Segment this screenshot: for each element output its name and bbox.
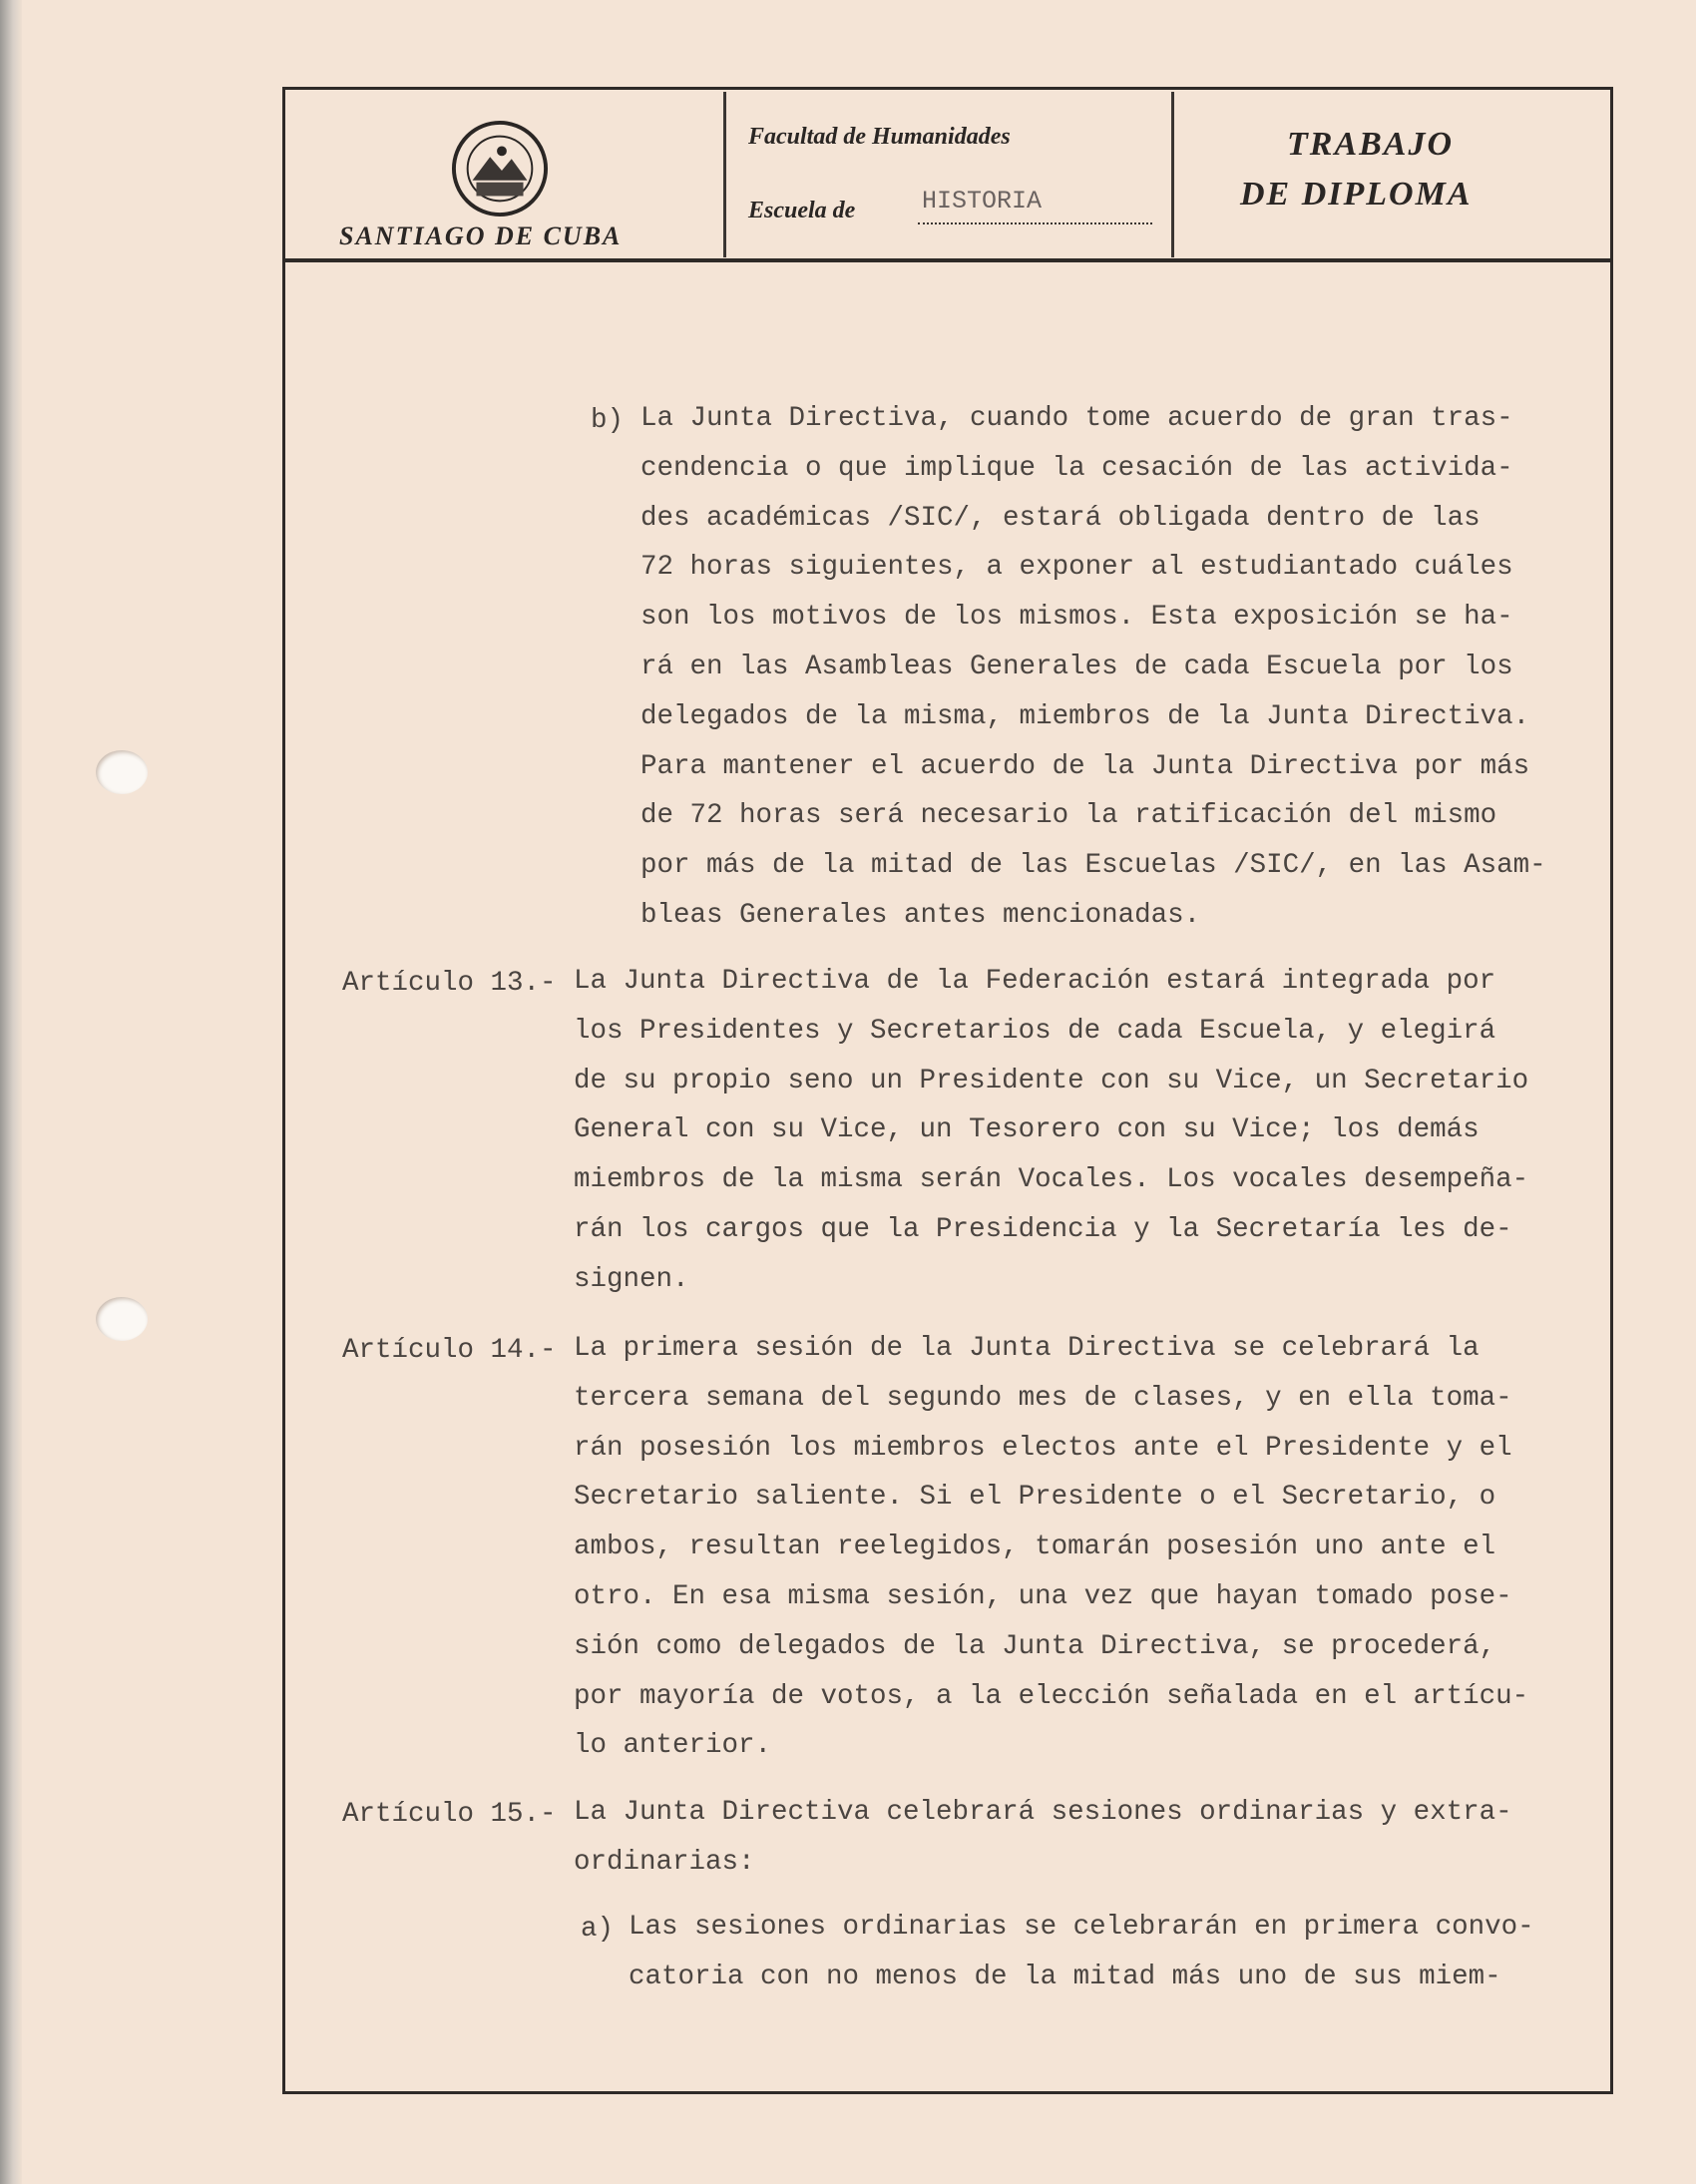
text-line: bleas Generales antes mencionadas.: [640, 900, 1201, 931]
header-column-divider: [723, 92, 726, 257]
text-line: delegados de la misma, miembros de la Junta Directiva.: [640, 700, 1530, 732]
text-line: por mayoría de votos, a la elección señalada en el artícu-: [574, 1680, 1529, 1712]
text-line: La Junta Directiva, cuando tome acuerdo de gran tras-: [640, 403, 1513, 434]
text-line: Las sesiones ordinarias se celebrarán en primera convo-: [629, 1912, 1534, 1943]
text-line: Secretario saliente. Si el Presidente o el Secretario, o: [574, 1482, 1496, 1514]
header-divider: [282, 258, 1613, 262]
text-line: La primera sesión de la Junta Directiva se celebrará la: [574, 1333, 1480, 1364]
article-label: Artículo 14.-: [342, 1335, 557, 1366]
article-label: Artículo 15.-: [342, 1799, 557, 1830]
text-line: son los motivos de los mismos. Esta exposición se ha-: [640, 602, 1513, 634]
text-line: cendencia o que implique la cesación de las activida-: [640, 452, 1513, 484]
header-title-line1: TRABAJO: [1287, 126, 1455, 163]
text-line: La Junta Directiva celebrará sesiones ordinarias y extra-: [574, 1797, 1512, 1828]
header-city: SANTIAGO DE CUBA: [339, 221, 623, 250]
text-line: La Junta Directiva de la Federación estará integrada por: [574, 966, 1496, 997]
text-line: des académicas /SIC/, estará obligada dentro de las: [640, 502, 1481, 534]
header-title-line2: DE DIPLOMA: [1240, 176, 1473, 213]
header-column-divider: [1171, 92, 1174, 257]
text-line: 72 horas siguientes, a exponer al estudiantado cuáles: [640, 552, 1513, 584]
article-label: Artículo 13.-: [342, 968, 557, 999]
text-line: rán los cargos que la Presidencia y la Secretaría les de-: [574, 1214, 1512, 1245]
university-seal-logo: [451, 120, 549, 218]
text-line: Para mantener el acuerdo de la Junta Directiva por más: [640, 750, 1530, 782]
text-line: miembros de la misma serán Vocales. Los vocales desempeña-: [574, 1164, 1529, 1196]
item-marker: b): [591, 405, 625, 436]
text-line: lo anterior.: [574, 1730, 772, 1762]
text-line: ambos, resultan reelegidos, tomarán posesión uno ante el: [574, 1531, 1496, 1563]
text-line: sión como delegados de la Junta Directiva, se procederá,: [574, 1630, 1496, 1662]
text-line: por más de la mitad de las Escuelas /SIC/, en las Asam-: [640, 850, 1546, 882]
text-line: rá en las Asambleas Generales de cada Escuela por los: [640, 652, 1513, 682]
item-marker: a): [581, 1914, 615, 1945]
punch-hole: [96, 1297, 148, 1341]
header-school-label: Escuela de: [748, 198, 856, 223]
text-line: catoria con no menos de la mitad más uno de sus miem-: [629, 1961, 1501, 1992]
school-value: HISTORIA: [922, 187, 1043, 216]
text-line: General con su Vice, un Tesorero con su Vice; los demás: [574, 1114, 1480, 1146]
text-line: signen.: [574, 1263, 689, 1295]
text-line: de 72 horas será necesario la ratificación del mismo: [640, 800, 1497, 832]
text-line: otro. En esa misma sesión, una vez que hayan tomado pose-: [574, 1581, 1512, 1612]
text-line: rán posesión los miembros electos ante el Presidente y el: [574, 1432, 1512, 1464]
header-faculty: Facultad de Humanidades: [748, 124, 1011, 150]
school-field: [918, 185, 1152, 224]
text-line: de su propio seno un Presidente con su Vice, un Secretario: [574, 1065, 1529, 1096]
punch-hole: [96, 750, 148, 794]
text-line: los Presidentes y Secretarios de cada Escuela, y elegirá: [574, 1015, 1496, 1047]
page-edge: [0, 0, 22, 2184]
text-line: ordinarias:: [574, 1846, 755, 1878]
text-line: tercera semana del segundo mes de clases, y en ella toma-: [574, 1382, 1512, 1414]
